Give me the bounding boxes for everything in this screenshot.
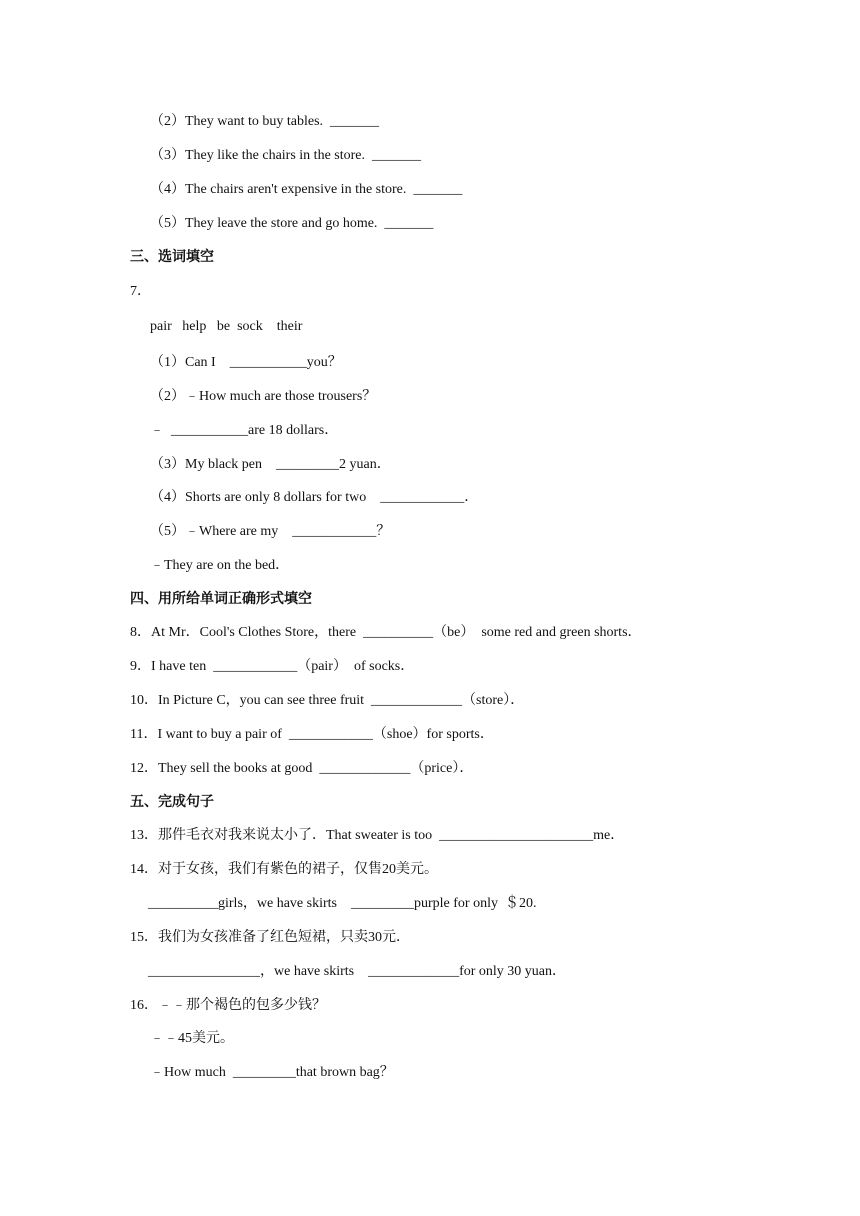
word-bank: pair help be sock their bbox=[150, 319, 303, 334]
text-line: ﹣They are on the bed． bbox=[150, 558, 290, 573]
text-line: ﹣﹣45美元。 bbox=[150, 1031, 234, 1046]
section-heading: 五、完成句子 bbox=[130, 794, 214, 810]
question-line: 10．In Picture C，you can see three fruit _____________（store）． bbox=[130, 693, 525, 708]
section-heading: 四、用所给单词正确形式填空 bbox=[130, 591, 312, 607]
question-number: 7． bbox=[130, 284, 151, 299]
text-line: （4）Shorts are only 8 dollars for two ____________． bbox=[150, 490, 479, 505]
question-line: 11．I want to buy a pair of ____________（shoe）for sports． bbox=[130, 727, 494, 742]
question-line: 15．我们为女孩准备了红色短裙，只卖30元． bbox=[130, 930, 410, 945]
question-line: 8．At Mr．Cool's Clothes Store，there __________（be） some red and green shorts． bbox=[130, 625, 642, 640]
text-line: （1）Can I ___________you？ bbox=[150, 355, 342, 370]
text-line: （3）They like the chairs in the store. _______ bbox=[150, 148, 421, 163]
text-line: ﹣How much _________that brown bag？ bbox=[150, 1065, 394, 1080]
text-line: （5）﹣Where are my ____________？ bbox=[150, 524, 391, 539]
question-line: 9．I have ten ____________（pair） of socks． bbox=[130, 659, 415, 674]
question-line: 16．﹣﹣那个褐色的包多少钱？ bbox=[130, 998, 326, 1013]
text-line: （3）My black pen _________2 yuan． bbox=[150, 457, 391, 472]
question-line: 12．They sell the books at good _____________（price）． bbox=[130, 761, 474, 776]
text-line: （2）﹣How much are those trousers？ bbox=[150, 389, 377, 404]
question-line: 13．那件毛衣对我来说太小了．That sweater is too ______________________me． bbox=[130, 828, 625, 843]
text-line: （2）They want to buy tables. _______ bbox=[150, 114, 380, 129]
answer-line: __________girls，we have skirts _________purple for only ＄20. bbox=[148, 896, 537, 911]
text-line: （4）The chairs aren't expensive in the store. _______ bbox=[150, 182, 463, 197]
text-line: ﹣ ___________are 18 dollars． bbox=[150, 423, 339, 438]
answer-line: ________________，we have skirts _____________for only 30 yuan． bbox=[148, 964, 567, 979]
section-heading: 三、选词填空 bbox=[130, 249, 214, 265]
question-line: 14．对于女孩，我们有紫色的裙子，仅售20美元。 bbox=[130, 862, 438, 877]
text-line: （5）They leave the store and go home. _______ bbox=[150, 216, 434, 231]
